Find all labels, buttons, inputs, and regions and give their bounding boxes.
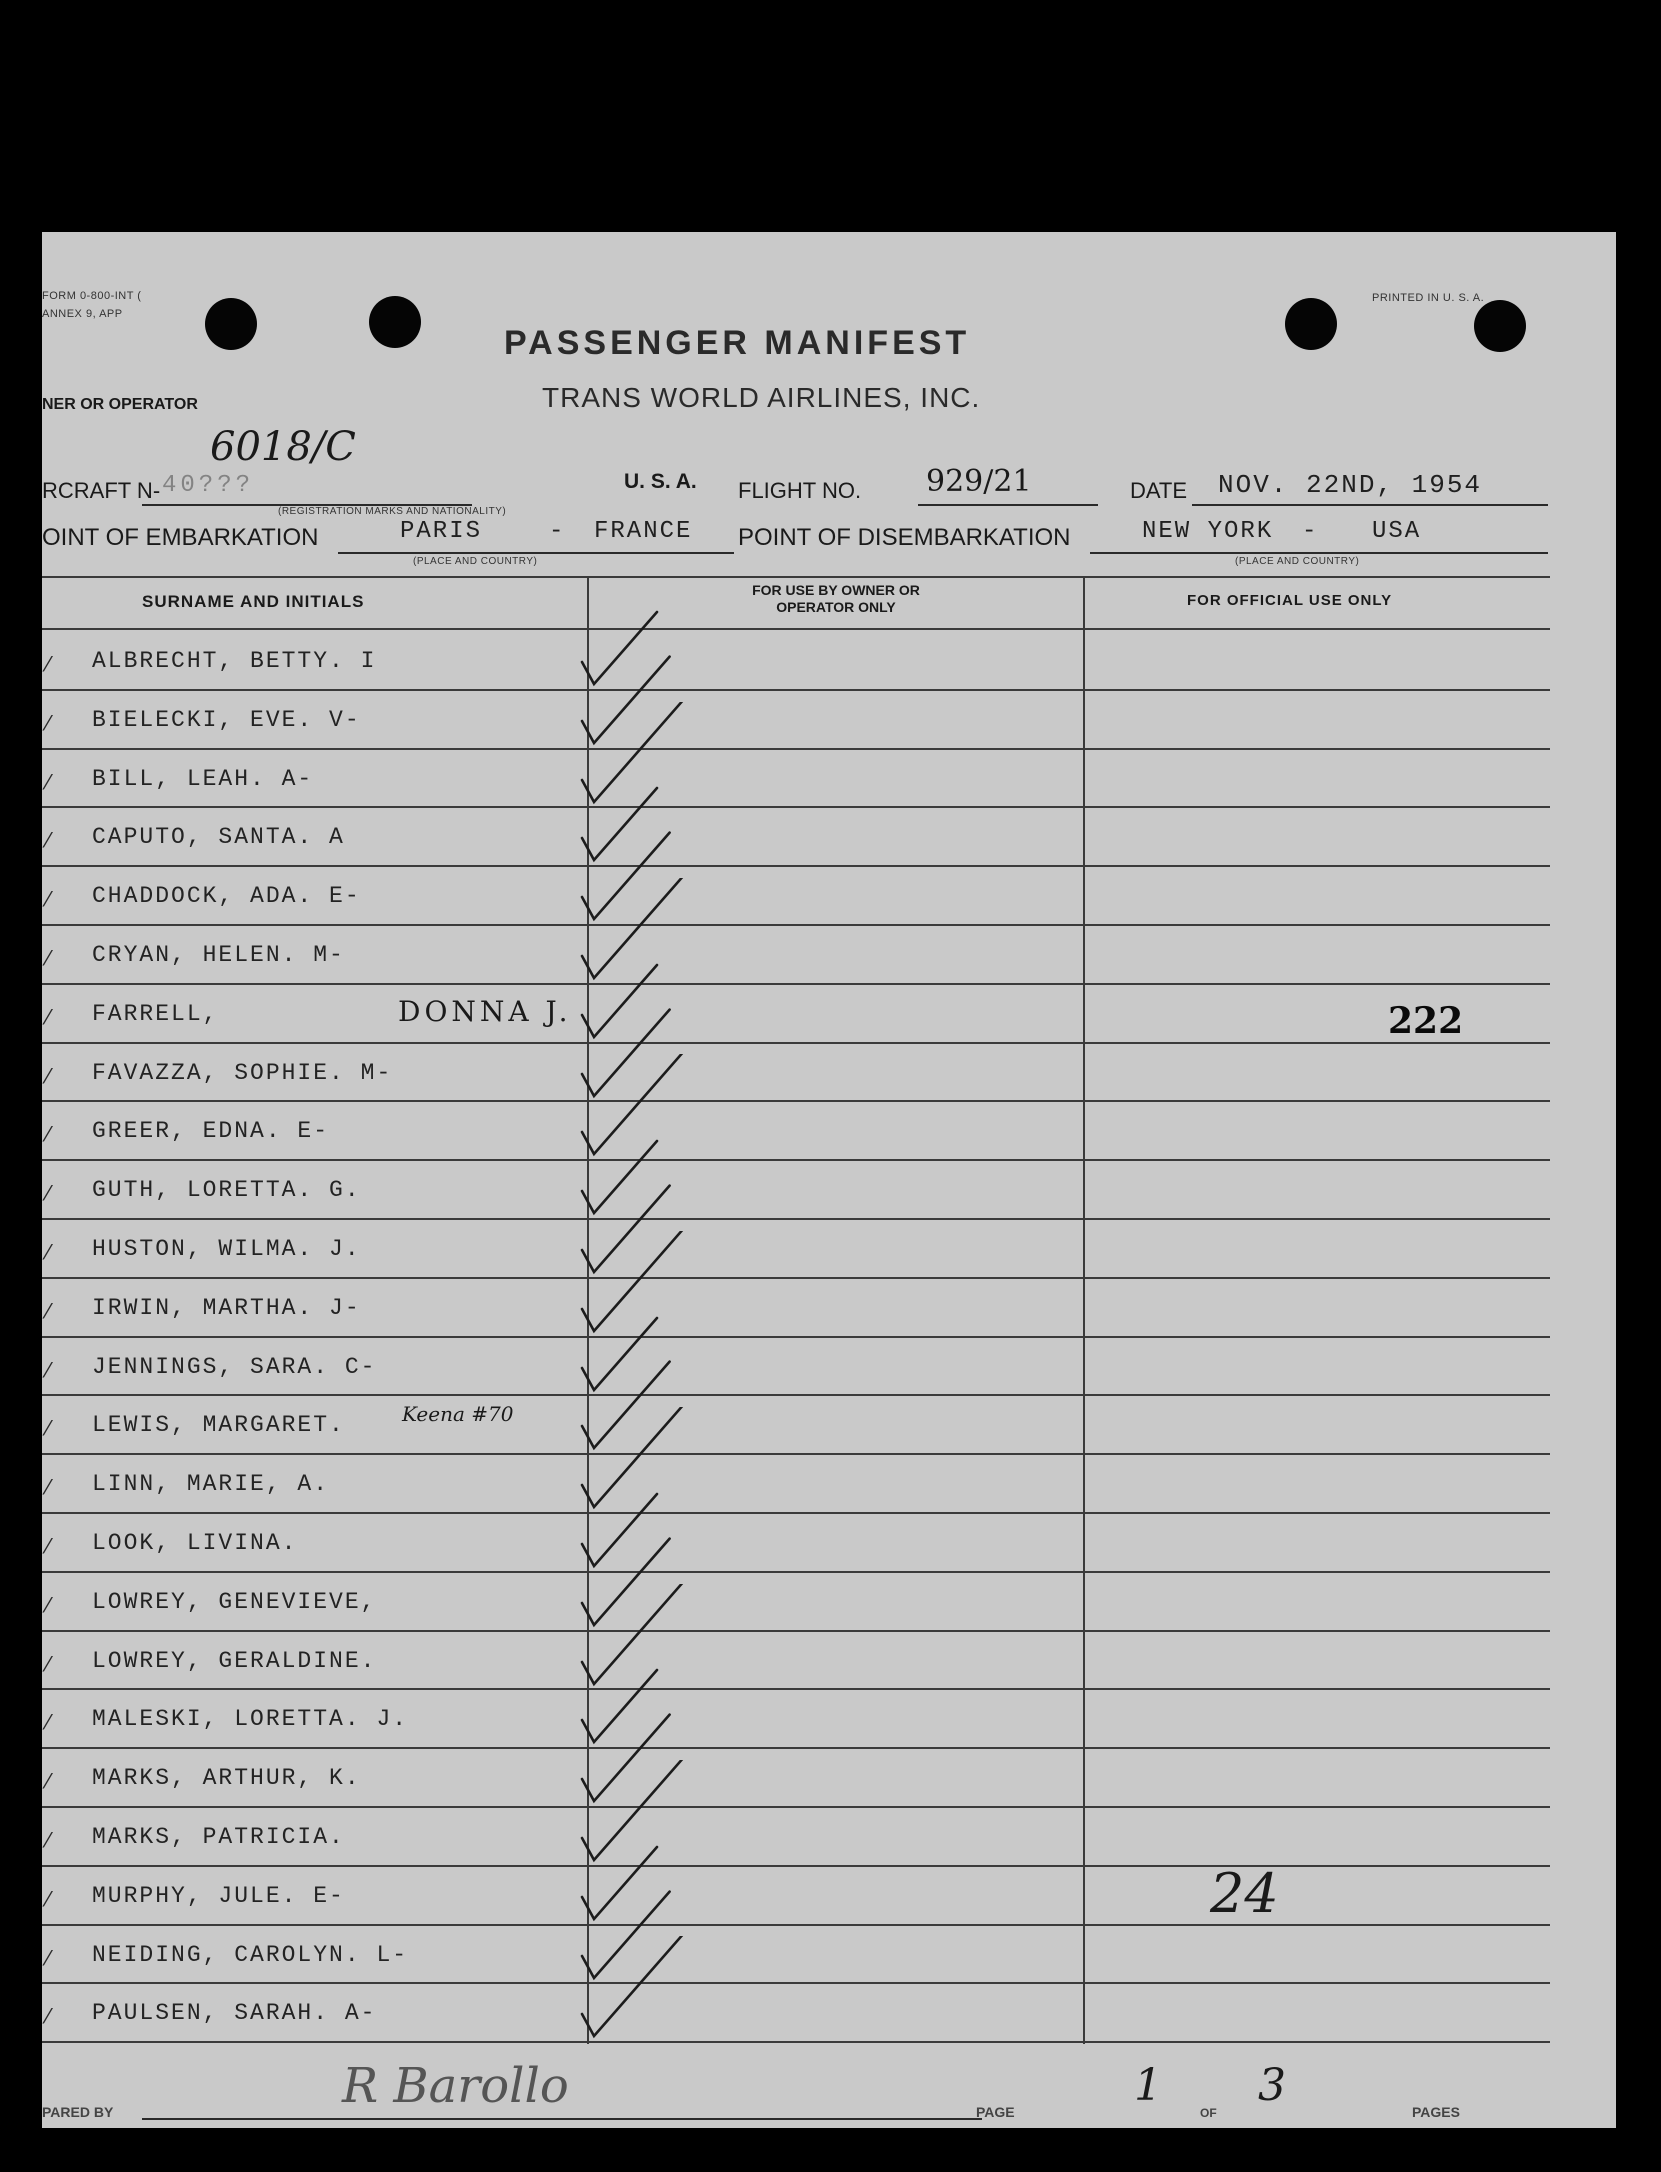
passenger-name: IRWIN, MARTHA. J- (92, 1294, 361, 1321)
tick-mark-icon: ⁄ (46, 1240, 50, 1264)
passenger-name: HUSTON, WILMA. J. (92, 1236, 361, 1262)
check-mark-icon (562, 1936, 692, 2046)
passenger-name: MURPHY, JULE. E- (92, 1882, 345, 1909)
table-row (42, 1926, 1550, 1985)
flight-label: FLIGHT NO. (738, 478, 862, 503)
passenger-name: BIELECKI, EVE. V- (92, 706, 361, 733)
tick-mark-icon: ⁄ (46, 1063, 50, 1088)
passenger-name: PAULSEN, SARAH. A- (92, 2000, 377, 2027)
tick-mark-icon: ⁄ (46, 1298, 50, 1323)
form-annex: ANNEX 9, APP (42, 308, 123, 320)
tick-mark-icon: ⁄ (46, 1945, 50, 1970)
tick-mark-icon: ⁄ (46, 769, 50, 794)
printed-in: PRINTED IN U. S. A. (1372, 292, 1485, 304)
page-label: PAGE (976, 2104, 1015, 2120)
tick-mark-icon: ⁄ (46, 1004, 50, 1029)
passenger-name: MARKS, ARTHUR, K. (92, 1765, 361, 1792)
date-underline (1192, 504, 1548, 506)
embark-city: PARIS (400, 518, 483, 545)
table-row (42, 1632, 1550, 1691)
tick-mark-icon: ⁄ (46, 1181, 50, 1206)
passenger-name: ALBRECHT, BETTY. I (92, 648, 377, 674)
disembarkation-label: POINT OF DISEMBARKATION (738, 524, 1071, 551)
table-row (42, 1690, 1550, 1749)
passenger-name: CHADDOCK, ADA. E- (92, 883, 361, 910)
tick-mark-icon: ⁄ (46, 946, 50, 970)
handwritten-annotation: DONNA J. (398, 994, 572, 1028)
tick-mark-icon: ⁄ (46, 1592, 50, 1617)
passenger-name: JENNINGS, SARA. C- (92, 1353, 377, 1380)
column-header-official-use: FOR OFFICIAL USE ONLY (1187, 592, 1393, 609)
registration-note: (REGISTRATION MARKS AND NATIONALITY) (278, 506, 507, 517)
embarkation-underline (338, 552, 734, 554)
passenger-name: FAVAZZA, SOPHIE. M- (92, 1059, 393, 1086)
embark-country: FRANCE (594, 518, 693, 545)
table-row (42, 1455, 1550, 1514)
tick-mark-icon: ⁄ (46, 1534, 50, 1558)
table-row (42, 632, 1550, 691)
passenger-name: GUTH, LORETTA. G. (92, 1177, 361, 1204)
passenger-name: MARKS, PATRICIA. (92, 1824, 345, 1850)
table-row (42, 1514, 1550, 1573)
tick-mark-icon: ⁄ (46, 1475, 50, 1500)
aircraft-handwritten: 6018/C (210, 424, 356, 470)
table-row (42, 1279, 1550, 1338)
table-row (42, 1338, 1550, 1397)
table-row (42, 867, 1550, 926)
prepared-by-underline (142, 2118, 982, 2120)
passenger-name: CRYAN, HELEN. M- (92, 942, 345, 968)
passenger-name: NEIDING, CAROLYN. L- (92, 1941, 409, 1968)
punch-hole (205, 298, 257, 350)
table-row (42, 1573, 1550, 1632)
place-note-disembark: (PLACE AND COUNTRY) (1235, 556, 1360, 567)
table-row (42, 1867, 1550, 1926)
table-row (42, 691, 1550, 750)
disembarkation-underline (1090, 552, 1548, 554)
tick-mark-icon: ⁄ (46, 1651, 50, 1676)
row-rule (42, 2041, 1550, 2043)
table-row (42, 1396, 1550, 1455)
table-row (42, 1749, 1550, 1808)
passenger-name: FARRELL, (92, 1000, 219, 1027)
disembark-country: USA (1372, 518, 1422, 545)
flight-number: 929/21 (926, 464, 1032, 499)
passenger-name: LOWREY, GENEVIEVE, (92, 1588, 377, 1615)
table-row (42, 1984, 1550, 2043)
aircraft-typed-obscured: 40??? (162, 472, 255, 499)
page-number: 1 (1134, 2060, 1162, 2111)
tick-mark-icon: ⁄ (46, 710, 50, 735)
embarkation-label: OINT OF EMBARKATION (42, 524, 319, 551)
embark-sep: - (549, 518, 566, 545)
table-row (42, 1220, 1550, 1279)
table-row (42, 1044, 1550, 1103)
table-row (42, 1808, 1550, 1867)
tick-mark-icon: ⁄ (46, 1357, 50, 1382)
of-label: OF (1200, 2106, 1217, 2120)
column-header-owner-use: FOR USE BY OWNER OR OPERATOR ONLY (752, 582, 920, 615)
disembark-city: NEW YORK (1142, 518, 1274, 545)
tick-mark-icon: ⁄ (46, 652, 50, 676)
disembark-sep: - (1302, 518, 1319, 545)
punch-hole (1474, 300, 1526, 352)
punch-hole (369, 296, 421, 348)
tick-mark-icon: ⁄ (46, 1122, 50, 1147)
pages-total: 3 (1258, 2060, 1286, 2111)
flight-underline (918, 504, 1098, 506)
table-row (42, 750, 1550, 809)
tick-mark-icon: ⁄ (46, 887, 50, 912)
passenger-name: MALESKI, LORETTA. J. (92, 1706, 409, 1733)
passenger-name: LOWREY, GERALDINE. (92, 1647, 377, 1674)
signature: R Barollo (342, 2058, 569, 2114)
stamp-number: 222 (1388, 1000, 1464, 1042)
punch-hole (1285, 298, 1337, 350)
tick-mark-icon: ⁄ (46, 1828, 50, 1852)
place-note-embark: (PLACE AND COUNTRY) (413, 556, 538, 567)
column-header-surname: SURNAME AND INITIALS (142, 592, 365, 611)
passenger-name: CAPUTO, SANTA. A (92, 824, 345, 851)
passenger-name: GREER, EDNA. E- (92, 1118, 330, 1145)
document-title: PASSENGER MANIFEST (504, 324, 971, 362)
passenger-name: LEWIS, MARGARET. (92, 1412, 345, 1439)
owner-label: NER OR OPERATOR (42, 396, 198, 413)
column-header-rule (42, 628, 1550, 630)
passenger-name: BILL, LEAH. A- (92, 765, 314, 792)
aircraft-label: RCRAFT N- (42, 478, 161, 503)
table-row (42, 926, 1550, 985)
passenger-name: LINN, MARIE, A. (92, 1471, 330, 1498)
flight-date: NOV. 22ND, 1954 (1218, 470, 1483, 500)
table-row (42, 1161, 1550, 1220)
tick-mark-icon: ⁄ (46, 1710, 50, 1735)
tick-mark-icon: ⁄ (46, 1416, 50, 1441)
table-row (42, 808, 1550, 867)
manifest-sheet (42, 232, 1616, 2128)
pages-label: PAGES (1412, 2104, 1460, 2120)
prepared-by-label: PARED BY (42, 2104, 114, 2120)
nationality: U. S. A. (624, 470, 697, 493)
tick-mark-icon: ⁄ (46, 1769, 50, 1794)
table-row (42, 1102, 1550, 1161)
table-row (42, 985, 1550, 1044)
form-number: FORM 0-800-INT ( (42, 290, 142, 302)
tick-mark-icon: ⁄ (46, 2004, 50, 2029)
passenger-name: LOOK, LIVINA. (92, 1530, 298, 1556)
handwritten-count: 24 (1210, 1862, 1279, 1925)
tick-mark-icon: ⁄ (46, 1886, 50, 1911)
airline-name: TRANS WORLD AIRLINES, INC. (542, 382, 981, 413)
date-label: DATE (1130, 478, 1188, 503)
handwritten-annotation: Keena #70 (402, 1402, 514, 1427)
table-top-rule (42, 576, 1550, 578)
tick-mark-icon: ⁄ (46, 828, 50, 853)
